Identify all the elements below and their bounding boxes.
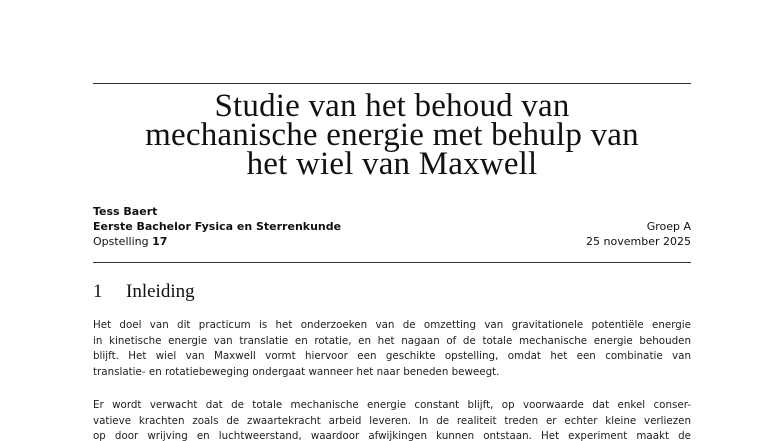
header-bottom-rule — [93, 262, 691, 263]
title-line: Studie van het behoud van — [214, 88, 570, 124]
paragraph-line: in kinetische energie van translatie en rotatie, en het nagaan of de totale mechanische energie behouden — [93, 334, 691, 347]
section-number: 1 — [93, 281, 103, 302]
title-line: het wiel van Maxwell — [246, 146, 538, 182]
section-heading — [93, 281, 195, 303]
group-label: Groep A — [646, 220, 691, 233]
paragraph-expectation — [93, 398, 691, 441]
title-top-rule — [93, 83, 691, 84]
paragraph-line: vatieve krachten zoals de zwaartekracht arbeid leveren. In de realiteit treden er echter kleine verliezen — [93, 414, 691, 427]
paragraph-intro — [93, 318, 691, 380]
author-row — [93, 204, 691, 219]
author-block — [93, 204, 691, 249]
program-name: Eerste Bachelor Fysica en Sterrenkunde — [93, 220, 342, 233]
author-name: Tess Baert — [93, 205, 158, 218]
paper-title — [93, 88, 691, 182]
section-title: Inleiding — [126, 281, 195, 302]
title-line: mechanische energie met behulp van — [145, 117, 639, 153]
document-date: 25 november 2025 — [586, 235, 691, 248]
setup-info — [93, 234, 167, 249]
program-row — [93, 219, 691, 234]
setup-row — [93, 234, 691, 249]
paragraph-line: Het doel van dit practicum is het onderzoeken van de omzetting van gravitationele potentiële energie — [93, 319, 691, 331]
paragraph-line: translatie- en rotatiebeweging ondergaat wanneer het naar beneden beweegt. — [93, 365, 500, 378]
paragraph-line: Er wordt verwacht dat de totale mechanische energie constant blijft, op voorwaarde dat enkel conser- — [93, 399, 691, 411]
setup-label: Opstelling — [93, 235, 149, 248]
paragraph-line: blijft. Het wiel van Maxwell vormt hiervoor een geschikte opstelling, omdat het een combinatie van — [93, 350, 691, 362]
paragraph-line: op door wrijving en luchtweerstand, waardoor afwijkingen kunnen ontstaan. Het experiment maakt de — [93, 430, 691, 441]
setup-number: 17 — [152, 235, 168, 248]
